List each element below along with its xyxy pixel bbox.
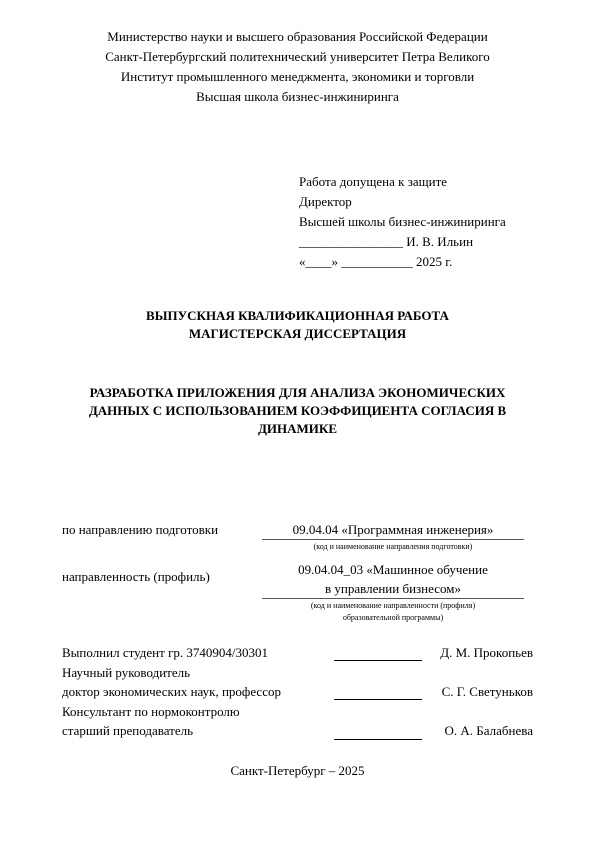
- profile-value-line1: 09.04.04_03 «Машинное обучение: [298, 562, 488, 577]
- supervisor-label-2: доктор экономических наук, профессор: [62, 684, 281, 699]
- student-name: Д. М. Прокопьев: [440, 645, 533, 660]
- direction-value: 09.04.04 «Программная инженерия»: [292, 522, 494, 537]
- profile-hint-line1: (код и наименование направленности (профиля): [310, 601, 476, 610]
- consultant-label-2: старший преподаватель: [62, 723, 194, 738]
- direction-label: по направлению подготовки: [62, 522, 219, 537]
- school-line: Высшая школа бизнес-инжиниринга: [196, 89, 399, 104]
- city-year: Санкт-Петербург – 2025: [230, 763, 365, 778]
- topic-line3: ДИНАМИКЕ: [257, 421, 338, 436]
- university-line: Санкт-Петербургский политехнический университет Петра Великого: [105, 49, 490, 64]
- profile-value-line2: в управлении бизнесом»: [325, 581, 461, 596]
- consultant-name: О. А. Балабнева: [444, 723, 533, 738]
- topic-line2: ДАННЫХ С ИСПОЛЬЗОВАНИЕМ КОЭФФИЦИЕНТА СОГЛАСИЯ В: [88, 403, 507, 418]
- supervisor-signature-line: [334, 699, 422, 700]
- approval-date: «____» ___________ 2025 г.: [299, 254, 453, 269]
- topic-line1: РАЗРАБОТКА ПРИЛОЖЕНИЯ ДЛЯ АНАЛИЗА ЭКОНОМИЧЕСКИХ: [89, 385, 506, 400]
- supervisor-name: С. Г. Светуньков: [441, 684, 533, 699]
- student-label: Выполнил студент гр. 3740904/30301: [62, 645, 269, 660]
- approval-signature: ________________ И. В. Ильин: [299, 234, 474, 249]
- student-signature-line: [334, 660, 422, 661]
- work-type-line1: ВЫПУСКНАЯ КВАЛИФИКАЦИОННАЯ РАБОТА: [146, 308, 449, 323]
- direction-underline: [262, 539, 524, 540]
- profile-label: направленность (профиль): [62, 569, 210, 584]
- institute-line: Институт промышленного менеджмента, экономики и торговли: [120, 69, 475, 84]
- supervisor-label-1: Научный руководитель: [62, 665, 191, 680]
- work-type-line2: МАГИСТЕРСКАЯ ДИССЕРТАЦИЯ: [188, 326, 407, 341]
- consultant-label-1: Консультант по нормоконтролю: [62, 704, 240, 719]
- profile-underline: [262, 598, 524, 599]
- approval-school: Высшей школы бизнес-инжиниринга: [299, 214, 506, 229]
- ministry-line: Министерство науки и высшего образования Российской Федерации: [107, 29, 488, 44]
- approval-title: Работа допущена к защите: [299, 174, 448, 189]
- consultant-signature-line: [334, 739, 422, 740]
- profile-hint-line2: образовательной программы): [342, 613, 444, 622]
- direction-hint: (код и наименование направления подготовки): [313, 542, 473, 551]
- approval-position: Директор: [299, 194, 352, 209]
